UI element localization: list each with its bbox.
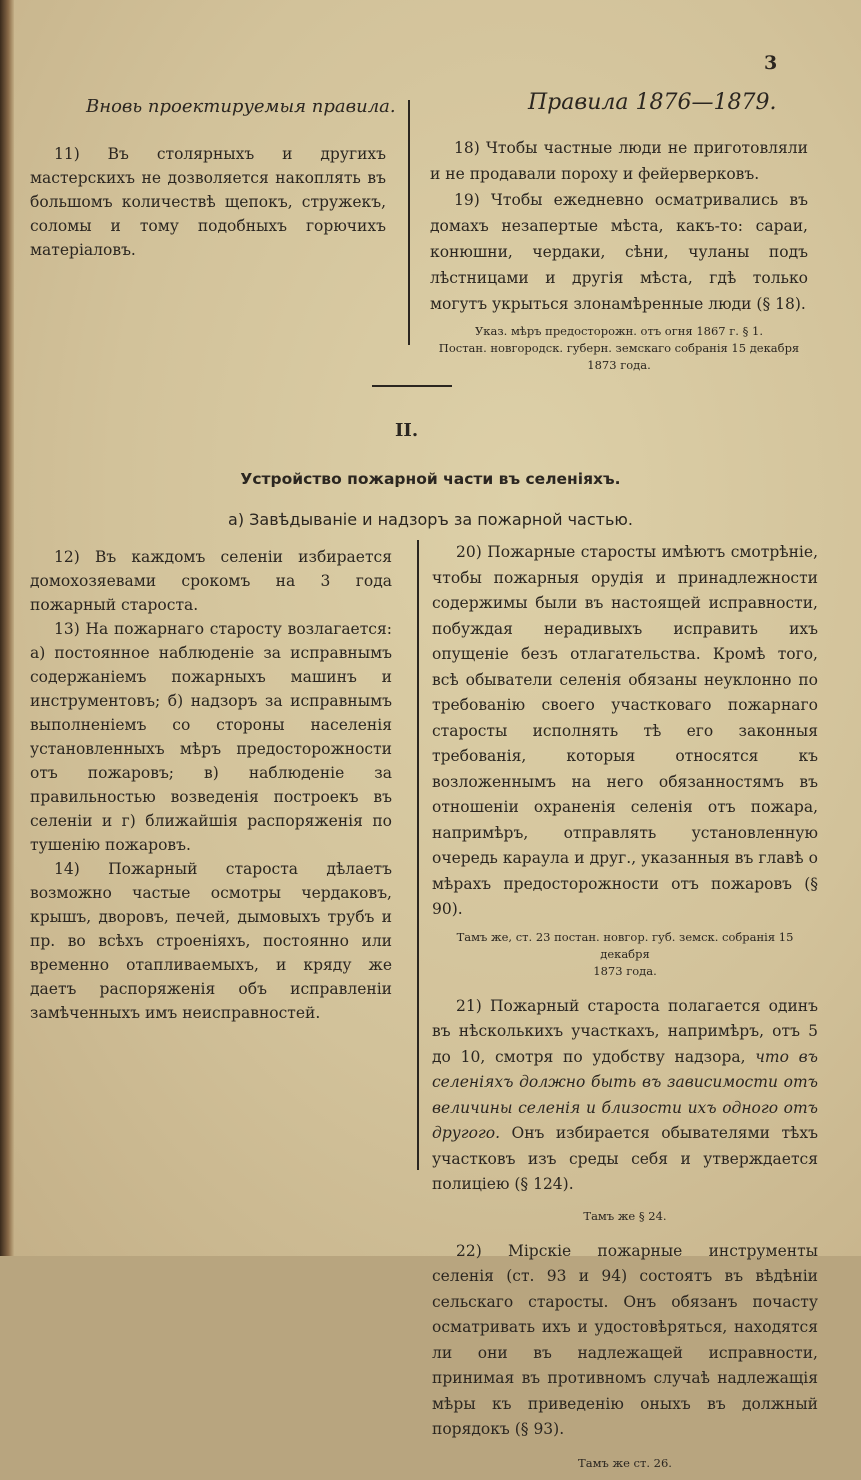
rule-14: 14) Пожарный староста дѣлаетъ возможно частые осмотры чердаковъ, крышъ, дворовъ, печей, дымовыхъ трубъ и пр. во всѣхъ строеніяхъ, постоянно или временно отапливаемыхъ, и кряду же даетъ распоряженія объ исправленіи замѣченныхъ имъ неисправностей.	[30, 860, 392, 1022]
reference-line: Указ. мѣръ предосторожн. отъ огня 1867 г. § 1.	[475, 324, 763, 338]
reference-line: Постан. новгородск. губерн. земскаго собранія 15 декабря 1873 года.	[438, 341, 800, 372]
page-number: 3	[764, 52, 778, 74]
rule-21	[432, 994, 818, 1198]
top-left-column	[30, 142, 386, 262]
rule-21-text-end: Онъ избирается обывателями тѣхъ участковъ изъ среды себя и утверждается полиціею (§ 124).	[432, 1124, 818, 1193]
bottom-right-column	[432, 540, 818, 1480]
bottom-left-column	[30, 545, 392, 1025]
top-right-reference	[430, 323, 808, 374]
rule-19: 19) Чтобы ежедневно осматривались въ домахъ незапертые мѣста, какъ-то: сараи, конюшни, чердаки, сѣни, чуланы подъ лѣстницами и другія мѣста, гдѣ только могутъ укрыться злонамѣренные люди (§ 18).	[430, 191, 808, 313]
top-right-column	[430, 135, 808, 382]
rule-12: 12) Въ каждомъ селеніи избирается домохозяевами срокомъ на 3 года пожарный староста.	[30, 548, 392, 614]
rule-13: 13) На пожарнаго старосту возлагается: а) постоянное наблюденіе за исправнымъ содержаніемъ пожарныхъ машинъ и инструментовъ; б) надзоръ за исправнымъ выполненіемъ со стороны населенія установленныхъ мѣръ предосторожности отъ пожаровъ; в) наблюденіе за правильностью возведенія построекъ въ селеніи и г) ближайшія распоряженія по тушенію пожаровъ.	[30, 620, 392, 854]
section-title: Устройство пожарной части въ селеніяхъ.	[240, 470, 621, 488]
top-column-divider	[408, 100, 410, 345]
header-right-column: Правила 1876—1879.	[528, 90, 777, 115]
rule-21-reference: Тамъ же § 24.	[583, 1208, 667, 1223]
section-number: II.	[395, 420, 419, 441]
reference-line: Тамъ же, ст. 23 постан. новгор. губ. земск. собранія 15 декабря	[456, 929, 794, 961]
bottom-column-divider	[417, 540, 419, 1170]
reference-line: 1873 года.	[593, 963, 657, 978]
rule-21-text: 21) Пожарный староста полагается одинъ въ нѣсколькихъ участкахъ, напримѣръ, отъ 5 до 10, смотря по удобству надзора,	[432, 996, 818, 1066]
rule-11: 11) Въ столярныхъ и другихъ мастерскихъ не дозволяется накоплять въ большомъ количествѣ щепокъ, стружекъ, соломы и тому подобныхъ горючихъ матеріаловъ.	[30, 145, 386, 259]
rule-18: 18) Чтобы частные люди не приготовляли и не продавали пороху и фейерверковъ.	[430, 139, 808, 183]
header-left-column: Вновь проектируемыя правила.	[86, 96, 396, 117]
rule-20-reference	[432, 929, 818, 980]
page-binding-edge	[0, 0, 14, 1256]
rule-22-reference: Тамъ же ст. 26.	[578, 1455, 672, 1470]
subsection-title: а) Завѣдываніе и надзоръ за пожарной частью.	[228, 510, 633, 529]
rule-22: 22) Мірскіе пожарные инструменты селенія (ст. 93 и 94) состоятъ въ вѣдѣніи сельскаго старосты. Онъ обязанъ почасту осматривать ихъ и удостовѣряться, находятся ли они въ надлежащей исправности, принимая въ противномъ случаѣ надлежащія мѣры къ приведенію оныхъ въ должный порядокъ (§ 93).	[432, 1241, 818, 1438]
rule-20: 20) Пожарные старосты имѣютъ смотрѣніе, чтобы пожарныя орудія и принадлежности содержимы были въ настоящей исправности, побуждая нерадивыхъ исправить ихъ опущеніе безъ отлагательства. Кромѣ того, всѣ обыватели селенія обязаны неуклонно по требованію своего участковаго пожарнаго старосты исполнять тѣ его законныя требованія, которыя относятся къ возложеннымъ на него обязанностямъ въ отношеніи охраненія селенія отъ пожара, напримѣръ, отправлять установленную очередь караула и друг., указанныя въ главѣ о мѣрахъ предосторожности отъ пожаровъ (§ 90).	[432, 543, 818, 918]
rule-21-italic-text: что въ селеніяхъ должно быть въ зависимости отъ величины селенія и близости ихъ одного отъ другого.	[432, 1047, 818, 1142]
section-separator	[372, 385, 452, 387]
